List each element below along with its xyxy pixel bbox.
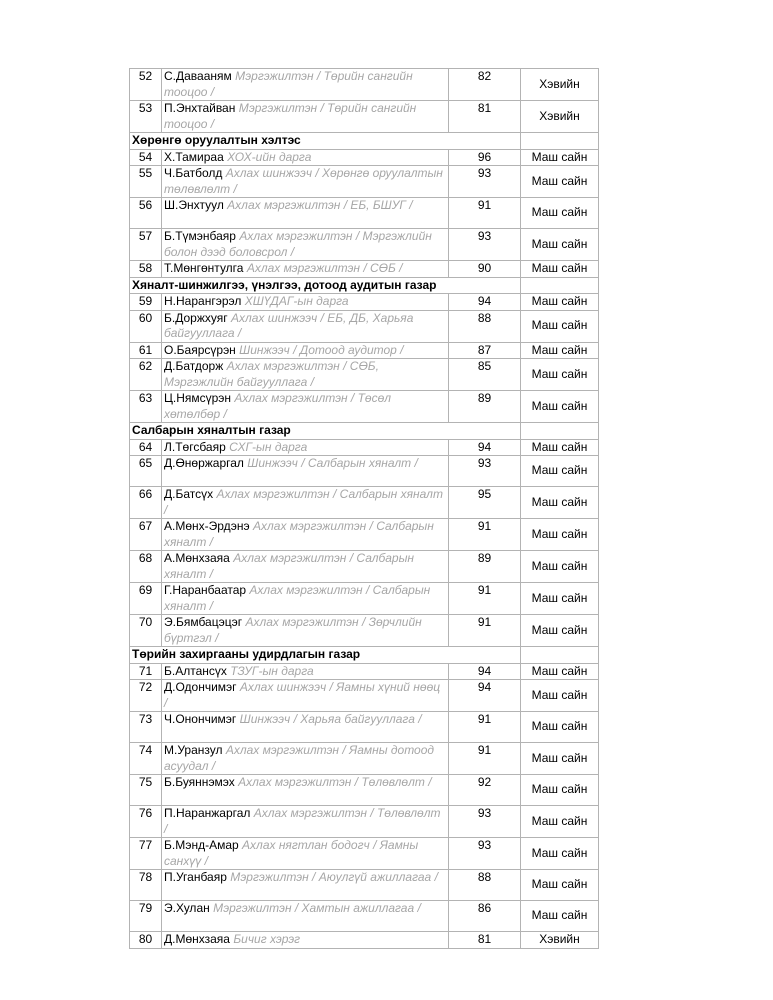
row-number: 78 [130,870,162,901]
table-row [130,342,599,359]
score-cell: 82 [449,69,521,101]
employee-position: Ахлах мэргэжилтэн / Яамны дотоод асуудал / [164,743,435,773]
employee-position: Ахлах мэргэжилтэн / Зөрчлийн бүртгэл / [164,615,422,645]
employee-cell [162,342,449,359]
employee-cell [162,198,449,229]
table-row [130,198,599,229]
grade-cell: Маш сайн [521,229,599,261]
score-cell: 94 [449,663,521,680]
score-cell: 89 [449,391,521,423]
table-row [130,487,599,519]
employee-position: Ахлах мэргэжилтэн / Салбарын хяналт / [164,551,415,581]
grade-cell: Хэвийн [521,69,599,101]
grade-cell: Маш сайн [521,870,599,901]
table-row [130,310,599,342]
employee-cell [162,487,449,519]
score-cell: 91 [449,198,521,229]
employee-cell [162,583,449,615]
employee-name: Г.Наранбаатар [164,583,247,597]
employee-position: Ахлах мэргэжилтэн / СӨБ, Мэргэжлийн байгууллага / [164,359,379,389]
score-cell: 94 [449,439,521,456]
grade-cell: Маш сайн [521,712,599,743]
score-cell: 90 [449,261,521,278]
employee-name: Б.Алтансүх [164,663,227,678]
employee-name: Д.Батдорж [164,359,224,373]
grade-cell: Хэвийн [521,101,599,133]
row-number: 62 [130,359,162,391]
employee-name: П.Уганбаяр [164,870,227,884]
row-number: 56 [130,198,162,229]
section-row [130,277,599,294]
employee-position: Шинжээч / Дотоод аудитор / [239,342,404,357]
score-cell: 93 [449,806,521,838]
row-number: 80 [130,932,162,949]
section-title: Төрийн захиргааны удирдлагын газар [130,647,521,664]
grade-cell: Маш сайн [521,583,599,615]
employee-position: Мэргэжилтэн / Төрийн сангийн тооцоо / [164,101,417,131]
row-number: 65 [130,456,162,487]
section-row [130,647,599,664]
grade-cell: Маш сайн [521,743,599,775]
row-number: 58 [130,261,162,278]
score-cell: 91 [449,583,521,615]
employee-name: Д.Батсүх [164,487,214,501]
row-number: 57 [130,229,162,261]
employee-cell [162,806,449,838]
row-number: 52 [130,69,162,101]
table-row [130,663,599,680]
row-number: 74 [130,743,162,775]
employee-evaluation-table [129,68,599,949]
employee-name: Д.Өнөржаргал [164,456,244,470]
employee-name: С.Давааням [164,69,232,83]
row-number: 53 [130,101,162,133]
employee-cell [162,101,449,133]
table-row [130,680,599,712]
score-cell: 92 [449,775,521,806]
grade-cell: Маш сайн [521,261,599,278]
employee-position: ТЗУГ-ын дарга [230,663,314,678]
grade-cell: Маш сайн [521,663,599,680]
employee-position: Ахлах шинжээч / Хөрөнгө оруулалтын төлөвлөлт / [164,166,443,196]
score-cell: 86 [449,901,521,932]
employee-cell [162,149,449,166]
employee-cell [162,615,449,647]
grade-cell: Маш сайн [521,310,599,342]
employee-cell [162,551,449,583]
table-row [130,101,599,133]
table-row [130,229,599,261]
row-number: 73 [130,712,162,743]
table-row [130,870,599,901]
employee-name: О.Баярсүрэн [164,342,236,357]
employee-name: А.Мөнх-Эрдэнэ [164,519,250,533]
row-number: 66 [130,487,162,519]
grade-cell: Хэвийн [521,932,599,949]
table-row [130,806,599,838]
score-cell: 81 [449,932,521,949]
score-cell: 87 [449,342,521,359]
employee-name: А.Мөнхзаяа [164,551,230,565]
employee-name: Д.Мөнхзаяа [164,932,230,946]
employee-name: Б.Доржхуяг [164,310,228,325]
table-row [130,294,599,311]
table-row [130,359,599,391]
row-number: 69 [130,583,162,615]
table-row [130,712,599,743]
score-cell: 91 [449,712,521,743]
table-row [130,149,599,166]
employee-position: Ахлах нягтлан бодогч / Яамны санхүү / [164,838,419,868]
employee-position: Ахлах мэргэжилтэн / СӨБ / [246,261,403,275]
grade-cell: Маш сайн [521,456,599,487]
score-cell: 93 [449,838,521,870]
employee-cell [162,743,449,775]
employee-position: ХОХ-ийн дарга [227,149,312,164]
employee-name: Ц.Нямсүрэн [164,391,232,405]
score-cell: 88 [449,310,521,342]
employee-position: Ахлах мэргэжилтэн / Төсөл хөтөлбөр / [164,391,392,421]
score-cell: 93 [449,166,521,198]
employee-cell [162,294,449,311]
row-number: 68 [130,551,162,583]
table-row [130,838,599,870]
score-cell: 91 [449,519,521,551]
employee-name: Х.Тамираа [164,149,224,164]
score-cell: 91 [449,615,521,647]
employee-cell [162,69,449,101]
section-empty-cell [521,277,599,294]
row-number: 54 [130,149,162,166]
employee-position: Ахлах шинжээч / ЕБ, ДБ, Харьяа байгууллага / [164,310,414,340]
score-cell: 93 [449,229,521,261]
employee-name: Д.Одончимэг [164,680,237,694]
employee-name: Э.Бямбацэцэг [164,615,243,629]
grade-cell: Маш сайн [521,680,599,712]
employee-position: Ахлах шинжээч / Яамны хүний нөөц / [164,680,441,710]
employee-position: ХШҮДАГ-ын дарга [244,294,349,308]
employee-cell [162,229,449,261]
grade-cell: Маш сайн [521,359,599,391]
employee-cell [162,663,449,680]
table-row [130,439,599,456]
employee-name: Ч.Онончимэг [164,712,237,726]
employee-name: Б.Түмэнбаяр [164,229,236,243]
grade-cell: Маш сайн [521,166,599,198]
employee-name: П.Энхтайван [164,101,236,115]
row-number: 77 [130,838,162,870]
employee-cell [162,680,449,712]
employee-cell [162,310,449,342]
employee-cell [162,261,449,278]
section-empty-cell [521,423,599,440]
grade-cell: Маш сайн [521,615,599,647]
table-row [130,583,599,615]
employee-position: Мэргэжилтэн / Төрийн сангийн тооцоо / [164,69,413,99]
grade-cell: Маш сайн [521,551,599,583]
row-number: 70 [130,615,162,647]
grade-cell: Маш сайн [521,487,599,519]
row-number: 79 [130,901,162,932]
table-row [130,391,599,423]
grade-cell: Маш сайн [521,294,599,311]
table-row [130,901,599,932]
table-row [130,743,599,775]
employee-name: Ч.Батболд [164,166,223,180]
table-row [130,615,599,647]
row-number: 55 [130,166,162,198]
score-cell: 93 [449,456,521,487]
score-cell: 96 [449,149,521,166]
grade-cell: Маш сайн [521,391,599,423]
employee-name: Ш.Энхтуул [164,198,224,212]
employee-position: Ахлах мэргэжилтэн / Салбарын хяналт / [164,583,431,613]
section-empty-cell [521,647,599,664]
score-cell: 88 [449,870,521,901]
table-row [130,261,599,278]
employee-position: Ахлах мэргэжилтэн / Төлөвлөлт / [238,775,432,789]
employee-position: Ахлах мэргэжилтэн / Салбарын хяналт / [164,519,434,549]
row-number: 59 [130,294,162,311]
table-row [130,551,599,583]
row-number: 76 [130,806,162,838]
grade-cell: Маш сайн [521,806,599,838]
employee-position: Ахлах мэргэжилтэн / ЕБ, БШУГ / [227,198,413,212]
employee-position: Ахлах мэргэжилтэн / Мэргэжлийн болон дээд боловсрол / [164,229,432,259]
section-row [130,423,599,440]
grade-cell: Маш сайн [521,838,599,870]
score-cell: 95 [449,487,521,519]
row-number: 72 [130,680,162,712]
row-number: 64 [130,439,162,456]
employee-name: Б.Мэнд-Амар [164,838,239,852]
employee-cell [162,519,449,551]
employee-position: Бичиг хэрэг [233,932,301,946]
employee-name: Л.Төгсбаяр [164,439,226,454]
employee-cell [162,712,449,743]
table-row [130,166,599,198]
grade-cell: Маш сайн [521,519,599,551]
row-number: 75 [130,775,162,806]
section-title: Хяналт-шинжилгээ, үнэлгээ, дотоод аудитын газар [130,277,521,294]
employee-cell [162,166,449,198]
grade-cell: Маш сайн [521,342,599,359]
employee-position: Ахлах мэргэжилтэн / Төлөвлөлт / [164,806,441,836]
employee-name: М.Уранзул [164,743,223,757]
employee-cell [162,870,449,901]
row-number: 60 [130,310,162,342]
section-row [130,133,599,150]
employee-position: Шинжээч / Салбарын хяналт / [247,456,418,470]
employee-cell [162,932,449,949]
score-cell: 81 [449,101,521,133]
employee-position: Мэргэжилтэн / Аюулгүй ажиллагаа / [230,870,438,884]
employee-position: Шинжээч / Харьяа байгууллага / [239,712,422,726]
grade-cell: Маш сайн [521,439,599,456]
employee-position: СХГ-ын дарга [229,439,308,454]
employee-cell [162,838,449,870]
section-title: Салбарын хяналтын газар [130,423,521,440]
section-title: Хөрөнгө оруулалтын хэлтэс [130,133,521,150]
employee-cell [162,901,449,932]
score-cell: 91 [449,743,521,775]
grade-cell: Маш сайн [521,198,599,229]
employee-cell [162,439,449,456]
employee-position: Мэргэжилтэн / Хамтын ажиллагаа / [213,901,421,915]
row-number: 61 [130,342,162,359]
employee-name: Б.Буяннэмэх [164,775,235,789]
employee-name: Т.Мөнгөнтулга [164,261,244,275]
section-empty-cell [521,133,599,150]
employee-cell [162,391,449,423]
grade-cell: Маш сайн [521,149,599,166]
table-row [130,775,599,806]
employee-cell [162,456,449,487]
row-number: 67 [130,519,162,551]
table-row [130,932,599,949]
score-cell: 94 [449,294,521,311]
employee-name: П.Наранжаргал [164,806,251,820]
table-row [130,519,599,551]
table-row [130,69,599,101]
score-cell: 85 [449,359,521,391]
grade-cell: Маш сайн [521,775,599,806]
row-number: 63 [130,391,162,423]
employee-name: Э.Хулан [164,901,210,915]
employee-position: Ахлах мэргэжилтэн / Салбарын хяналт / [164,487,443,517]
table-row [130,456,599,487]
score-cell: 94 [449,680,521,712]
score-cell: 89 [449,551,521,583]
employee-name: Н.Нарангэрэл [164,294,242,308]
employee-cell [162,775,449,806]
employee-cell [162,359,449,391]
grade-cell: Маш сайн [521,901,599,932]
row-number: 71 [130,663,162,680]
